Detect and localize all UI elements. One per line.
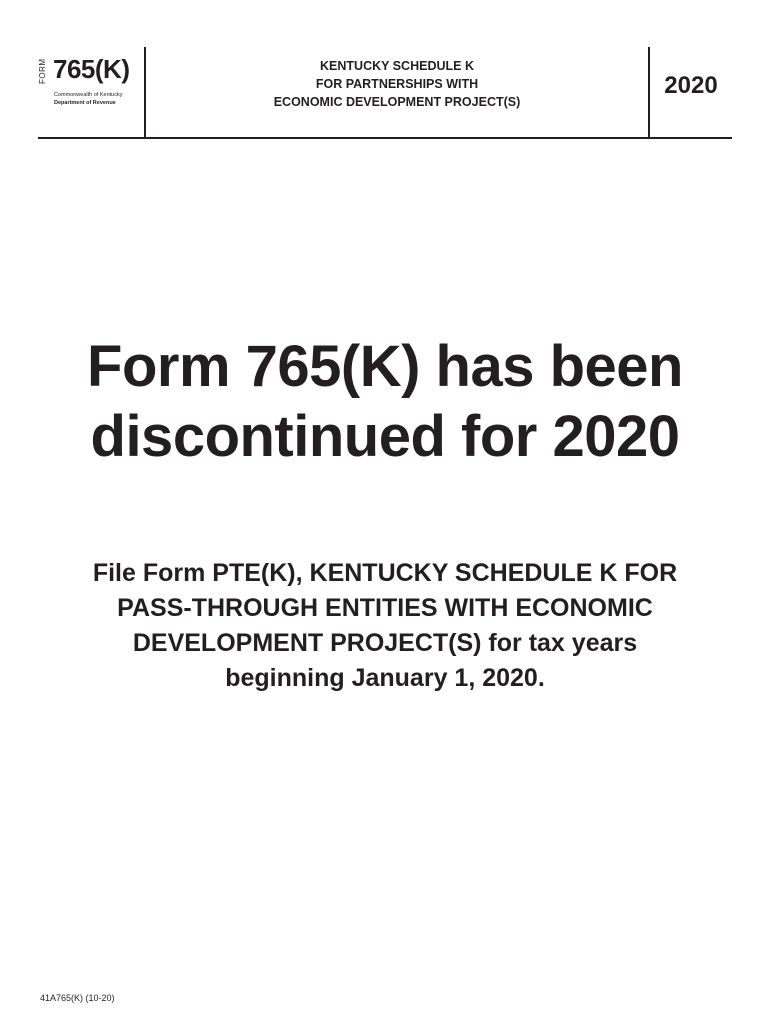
agency-name: Commonwealth of Kentucky bbox=[54, 92, 123, 98]
form-title-line: KENTUCKY SCHEDULE K bbox=[320, 59, 474, 73]
form-title-line: ECONOMIC DEVELOPMENT PROJECT(S) bbox=[273, 95, 521, 109]
discontinued-notice-line: Form 765(K) has been bbox=[87, 334, 683, 399]
filing-instruction-line: File Form PTE(K), KENTUCKY SCHEDULE K FOR bbox=[92, 559, 678, 587]
form-code: 41A765(K) (10-20) bbox=[40, 993, 115, 1003]
filing-instruction-line: DEVELOPMENT PROJECT(S) for tax years bbox=[132, 629, 638, 657]
filing-instruction bbox=[30, 556, 740, 696]
form-title-line: FOR PARTNERSHIPS WITH bbox=[315, 77, 479, 91]
form-number: 765(K) bbox=[53, 54, 130, 84]
department-name: Department of Revenue bbox=[54, 100, 116, 106]
form-title bbox=[146, 57, 648, 111]
discontinued-notice-line: discontinued for 2020 bbox=[90, 404, 680, 469]
filing-instruction-line: PASS-THROUGH ENTITIES WITH ECONOMIC bbox=[117, 594, 653, 622]
filing-instruction-line: beginning January 1, 2020. bbox=[225, 664, 545, 692]
form-label: FORM bbox=[38, 58, 47, 84]
header-rule bbox=[38, 137, 732, 139]
tax-year: 2020 bbox=[664, 72, 718, 99]
discontinued-notice bbox=[40, 332, 730, 472]
